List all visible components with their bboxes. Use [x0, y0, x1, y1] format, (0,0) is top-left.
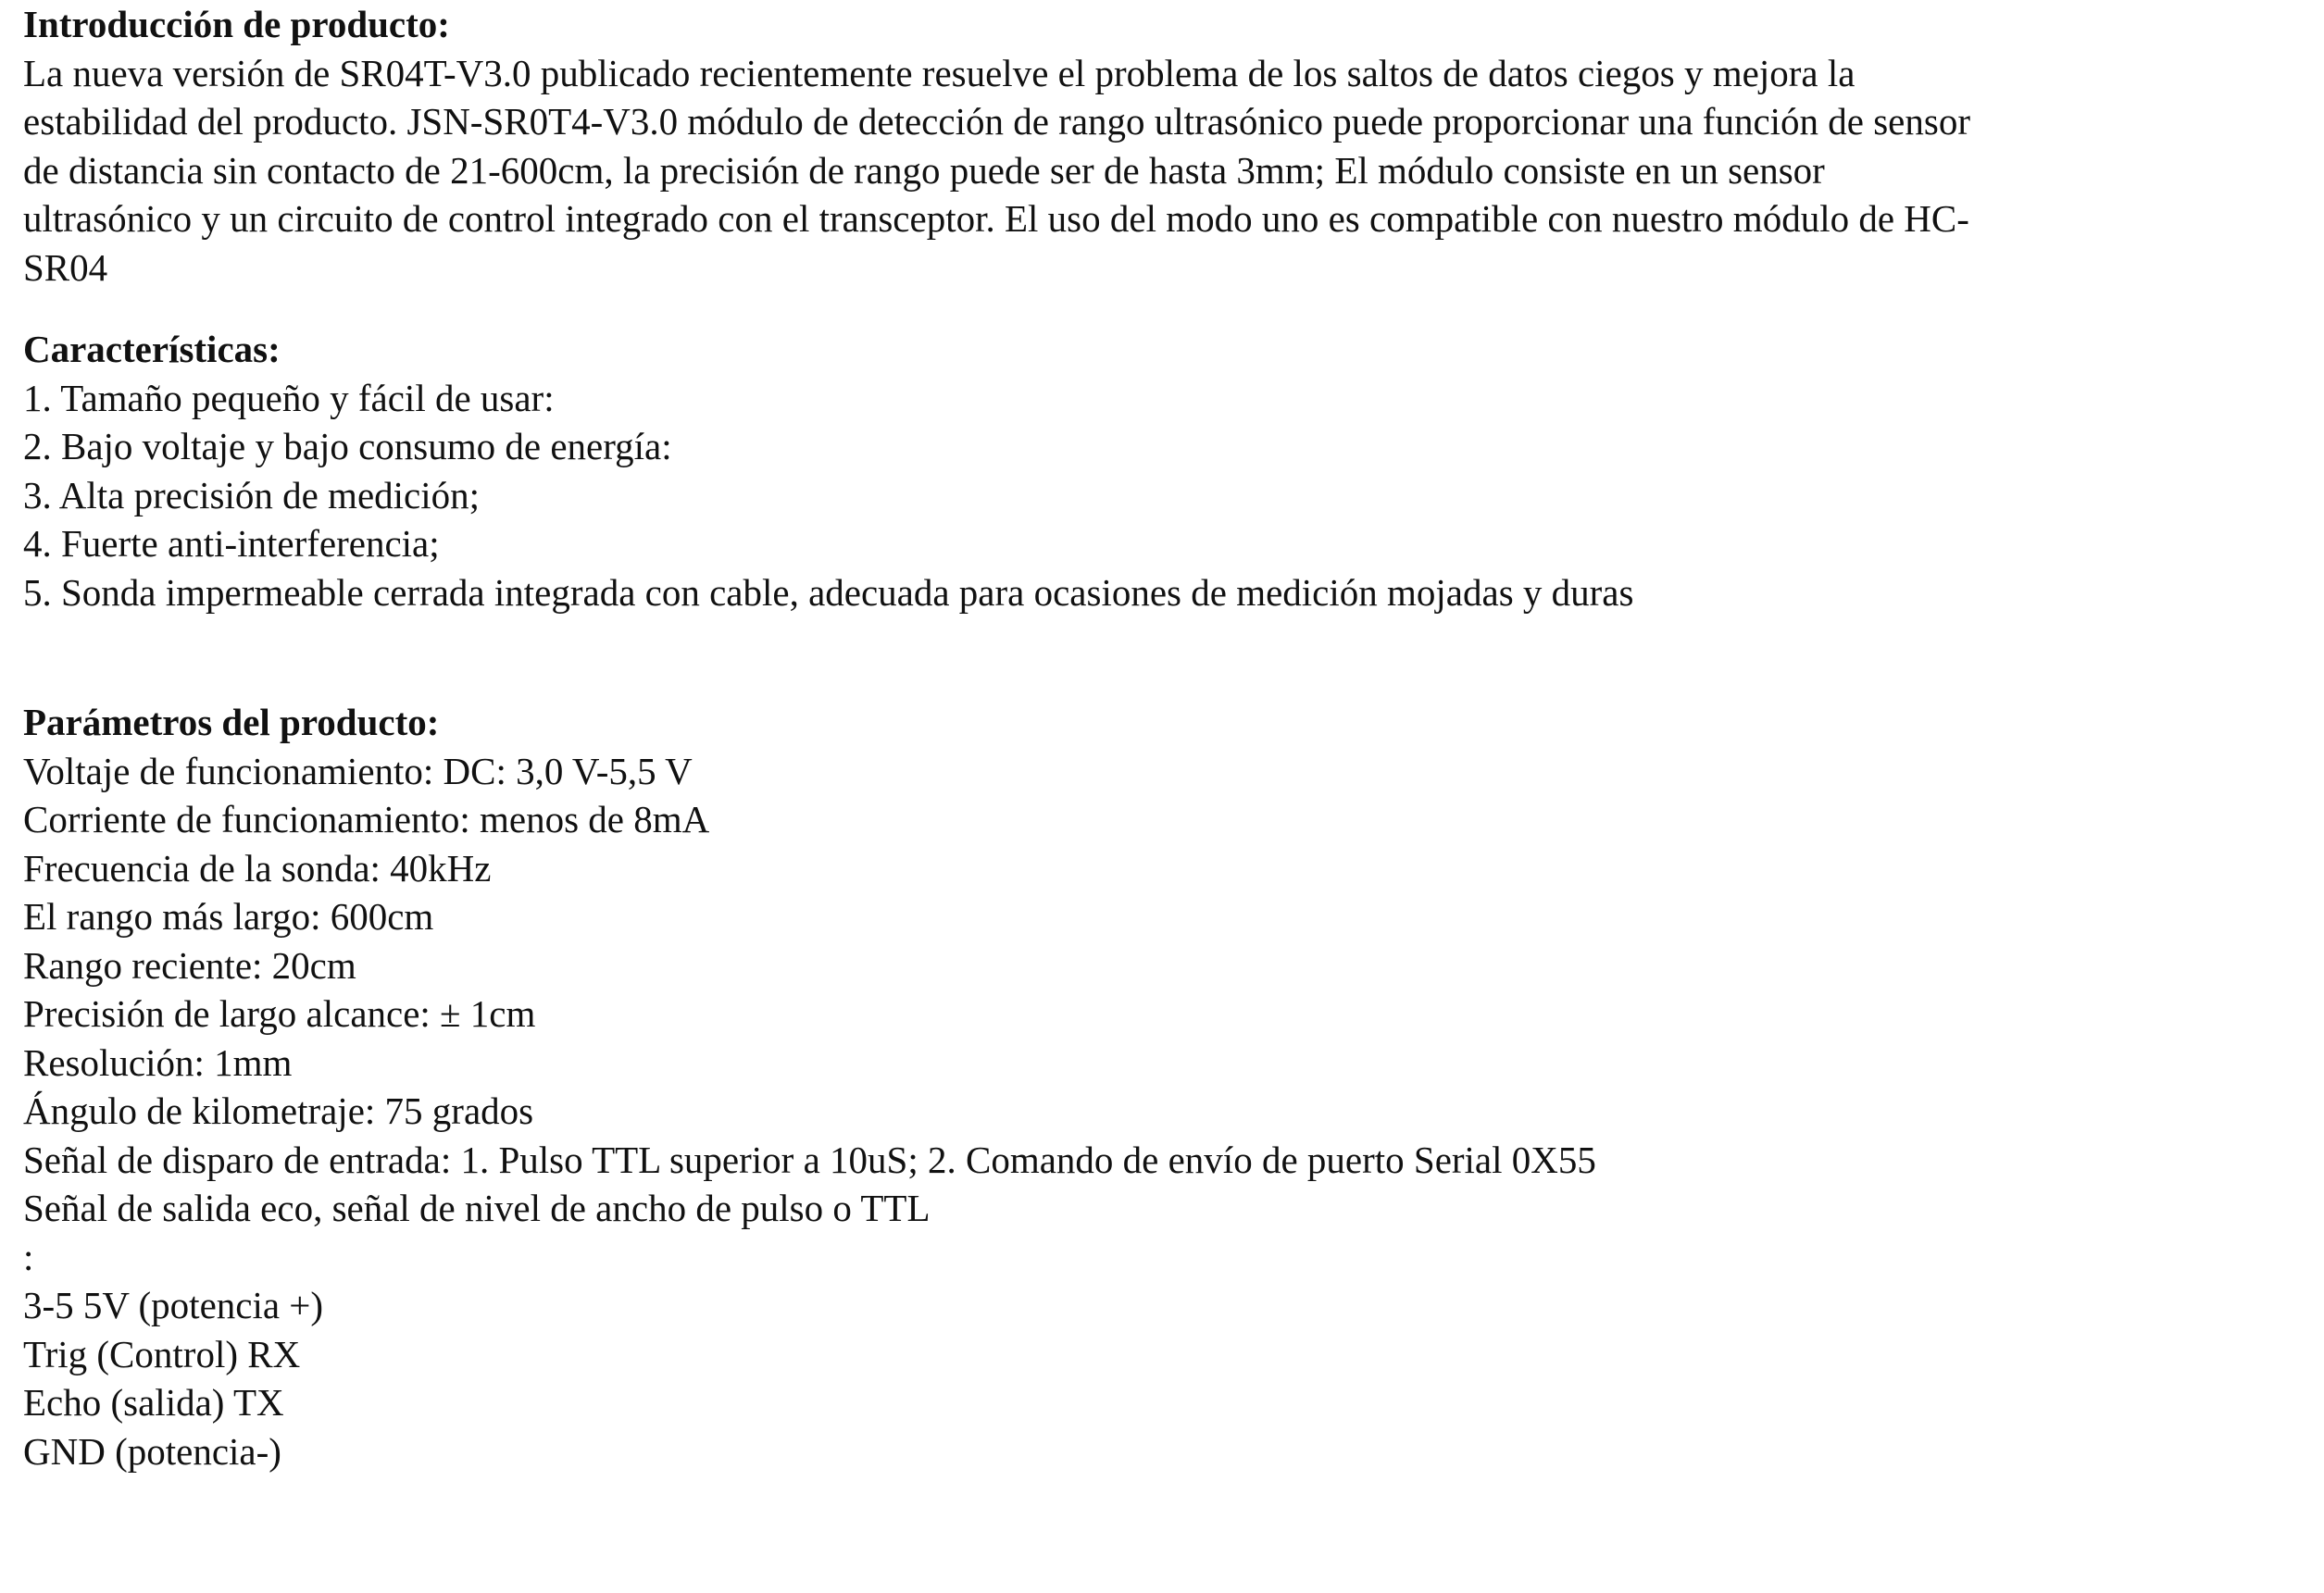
param-item-resolution: Resolución: 1mm [23, 1040, 293, 1084]
features-heading: Características: [23, 328, 281, 370]
feature-item-3: 3. Alta precisión de medición; [23, 473, 481, 516]
intro-line-5: SR04 [23, 245, 108, 289]
feature-item-4: 4. Fuerte anti-interferencia; [23, 522, 440, 565]
features-section [23, 325, 2282, 616]
param-item-echo-signal: Señal de salida eco, señal de nivel de ancho de pulso o TTL [23, 1187, 931, 1229]
param-item-voltage: Voltaje de funcionamiento: DC: 3,0 V-5,5 V [23, 749, 693, 792]
intro-line-3: de distancia sin contacto de 21-600cm, la precisión de rango puede ser de hasta 3mm; El módulo consiste en un sensor [23, 148, 1825, 192]
param-item-trigger: Señal de disparo de entrada: 1. Pulso TTL superior a 10uS; 2. Comando de envío de puerto Serial 0X55 [23, 1138, 1596, 1181]
pin-power: 3-5 5V (potencia +) [23, 1284, 324, 1326]
param-item-accuracy: Precisión de largo alcance: ± 1cm [23, 992, 536, 1035]
feature-item-5: 5. Sonda impermeable cerrada integrada con cable, adecuada para ocasiones de medición mojadas y duras [23, 570, 1634, 614]
section-gap [23, 292, 2282, 325]
intro-line-2: estabilidad del producto. JSN-SR0T4-V3.0 módulo de detección de rango ultrasónico puede proporcionar una función de sensor [23, 100, 1970, 143]
param-item-frequency: Frecuencia de la sonda: 40kHz [23, 846, 492, 890]
pin-trig: Trig (Control) RX [23, 1332, 301, 1375]
document-page [23, 0, 2282, 1475]
param-item-min-range: Rango reciente: 20cm [23, 943, 356, 987]
pin-gnd: GND (potencia-) [23, 1429, 281, 1473]
params-section [23, 698, 2282, 1475]
section-gap [23, 616, 2282, 698]
param-item-max-range: El rango más largo: 600cm [23, 895, 434, 938]
intro-section [23, 0, 2282, 292]
intro-line-1: La nueva versión de SR04T-V3.0 publicado recientemente resuelve el problema de los saltos de datos ciegos y mejora la [23, 51, 1855, 94]
intro-heading: Introducción de producto: [23, 3, 450, 45]
intro-line-4: ultrasónico y un circuito de control integrado con el transceptor. El uso del modo uno es compatible con nuestro módulo de HC- [23, 197, 1969, 240]
param-item-angle: Ángulo de kilometraje: 75 grados [23, 1089, 534, 1132]
param-item-colon: : [23, 1235, 34, 1278]
pin-echo: Echo (salida) TX [23, 1381, 284, 1424]
feature-item-1: 1. Tamaño pequeño y fácil de usar: [23, 376, 555, 419]
param-item-current: Corriente de funcionamiento: menos de 8mA [23, 798, 710, 840]
feature-item-2: 2. Bajo voltaje y bajo consumo de energía: [23, 425, 672, 467]
params-heading: Parámetros del producto: [23, 701, 440, 743]
